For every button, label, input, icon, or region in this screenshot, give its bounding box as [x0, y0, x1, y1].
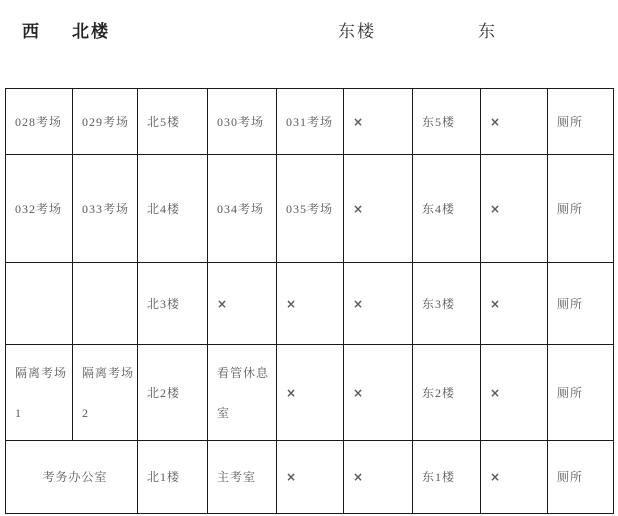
- blocked-cell: ×: [344, 155, 413, 263]
- table-row: [6, 155, 614, 263]
- blocked-cell: ×: [481, 263, 548, 345]
- north-building-label: 北楼: [72, 22, 110, 41]
- exam-room-035-cell: 035考场: [277, 155, 344, 263]
- exam-room-031-cell: 031考场: [277, 89, 344, 155]
- north-floor-4-cell: 北4楼: [138, 155, 208, 263]
- table-row: [6, 89, 614, 155]
- toilet-cell: 厕所: [548, 89, 614, 155]
- blocked-cell: ×: [481, 441, 548, 514]
- exam-room-029-cell: 029考场: [73, 89, 138, 155]
- table-row: [6, 345, 614, 441]
- toilet-cell: 厕所: [548, 263, 614, 345]
- empty-cell: [73, 263, 138, 345]
- blocked-cell: ×: [344, 263, 413, 345]
- chief-examiner-room-cell: 主考室: [208, 441, 277, 514]
- east-floor-1-cell: 东1楼: [413, 441, 481, 514]
- east-floor-4-cell: 东4楼: [413, 155, 481, 263]
- north-floor-2-cell: 北2楼: [138, 345, 208, 441]
- blocked-cell: ×: [277, 263, 344, 345]
- empty-cell: [6, 263, 73, 345]
- east-building-label: 东楼: [338, 22, 376, 41]
- table-row: [6, 441, 614, 514]
- exam-room-032-cell: 032考场: [6, 155, 73, 263]
- north-floor-5-cell: 北5楼: [138, 89, 208, 155]
- floor-plan-table: [5, 88, 614, 514]
- isolation-room-1-cell: 隔离考场1: [6, 345, 73, 441]
- exam-room-030-cell: 030考场: [208, 89, 277, 155]
- blocked-cell: ×: [481, 155, 548, 263]
- exam-room-028-cell: 028考场: [6, 89, 73, 155]
- guard-rest-room-cell: 看管休息室: [208, 345, 277, 441]
- blocked-cell: ×: [344, 89, 413, 155]
- isolation-room-2-cell: 隔离考场2: [73, 345, 138, 441]
- blocked-cell: ×: [481, 89, 548, 155]
- north-floor-3-cell: 北3楼: [138, 263, 208, 345]
- toilet-cell: 厕所: [548, 441, 614, 514]
- blocked-cell: ×: [344, 345, 413, 441]
- direction-east-label: 东: [478, 22, 497, 41]
- blocked-cell: ×: [277, 345, 344, 441]
- blocked-cell: ×: [481, 345, 548, 441]
- blocked-cell: ×: [344, 441, 413, 514]
- east-floor-2-cell: 东2楼: [413, 345, 481, 441]
- table-row: [6, 263, 614, 345]
- exam-room-033-cell: 033考场: [73, 155, 138, 263]
- east-floor-5-cell: 东5楼: [413, 89, 481, 155]
- toilet-cell: 厕所: [548, 155, 614, 263]
- direction-west-label: 西: [22, 22, 41, 41]
- toilet-cell: 厕所: [548, 345, 614, 441]
- north-floor-1-cell: 北1楼: [138, 441, 208, 514]
- exam-room-034-cell: 034考场: [208, 155, 277, 263]
- east-floor-3-cell: 东3楼: [413, 263, 481, 345]
- blocked-cell: ×: [277, 441, 344, 514]
- blocked-cell: ×: [208, 263, 277, 345]
- exam-affairs-office-cell: 考务办公室: [6, 441, 138, 514]
